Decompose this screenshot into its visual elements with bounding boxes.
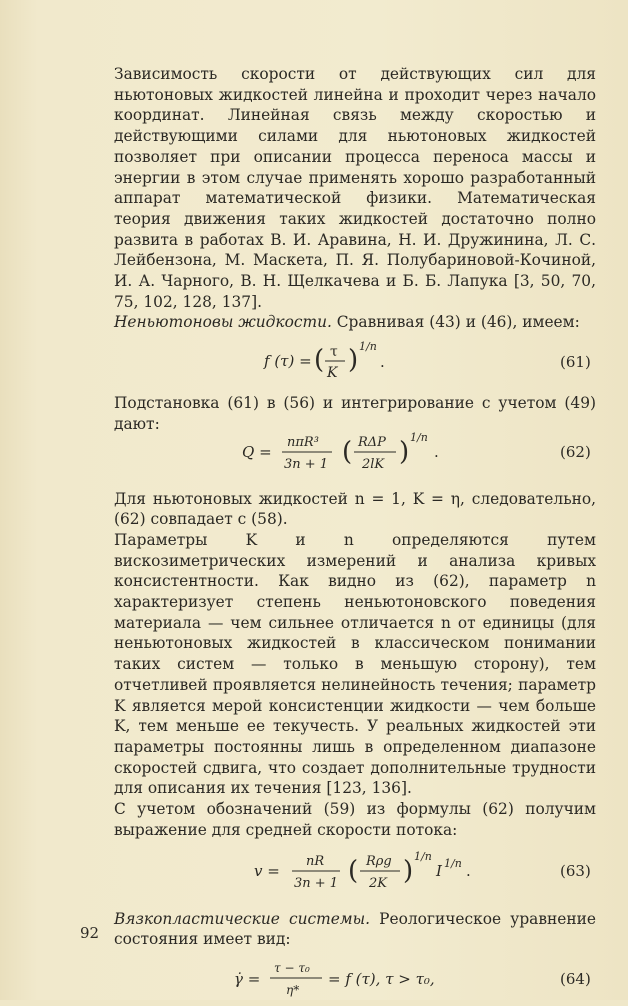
paragraph-5 <box>114 530 596 799</box>
formula-63-denominator-2: 2K <box>369 875 387 891</box>
formula-62-denominator-1: 3n + 1 <box>284 456 329 472</box>
formula-63-numerator-1: nR <box>306 853 325 869</box>
formula-61-paren-left: ( <box>314 345 325 376</box>
formula-62-paren-right: ) <box>399 436 410 467</box>
section-heading-non-newtonian: Неньютоновы жидкости. <box>114 313 332 332</box>
formula-61-tag: (61) <box>560 353 591 372</box>
page-text <box>114 64 596 1006</box>
formula-63-denominator-1: 3n + 1 <box>294 875 339 891</box>
section-heading-viscoplastic: Вязкопластические системы. <box>114 909 371 928</box>
formula-61-period: . <box>380 353 385 372</box>
formula-62 <box>114 429 596 473</box>
paragraph-5-text: Параметры K и n определяются путем вискозиметрических измерений и анализа кривых консистентности. Как видно из (62), параметр n характеризует степень неньютоновского поведения материала — чем сильнее отличается n от единицы (для неньютоновых жидкостей в классическом понимании таких систем — только в меньшую сторону), тем отчетливей проявляется нелинейность течения; параметр K является мерой консистенции жидкости — чем больше K, тем меньше ее текучесть. У реальных жидкостей эти параметры постоянны лишь в определенном диапазоне скоростей сдвига, что создает дополнительные трудности для описания их течения [123, 136]. <box>114 530 596 798</box>
formula-62-denominator-2: 2lK <box>362 456 385 472</box>
formula-61-paren-right: ) <box>348 345 359 376</box>
formula-62-period: . <box>434 442 439 461</box>
paragraph-4 <box>114 489 596 530</box>
formula-61-denominator: K <box>327 365 338 382</box>
formula-61 <box>114 337 596 383</box>
formula-64-numerator: τ − τ₀ <box>274 960 310 975</box>
paragraph-6 <box>114 799 596 840</box>
formula-63-lhs: v = <box>254 861 280 880</box>
formula-63-exponent: 1/n <box>414 849 432 863</box>
formula-62-numerator-1: nπR³ <box>287 434 319 450</box>
formula-61-svg <box>114 337 596 383</box>
paragraph-7 <box>114 909 596 950</box>
formula-64-lhs: γ̇ = <box>234 969 261 988</box>
formula-61-numerator: τ <box>330 344 338 361</box>
formula-61-exponent: 1/n <box>359 340 377 354</box>
formula-62-numerator-2: RΔP <box>358 434 386 450</box>
formula-64-denominator: η* <box>286 982 300 997</box>
formula-63-tail: I <box>436 861 442 880</box>
formula-63 <box>114 845 596 893</box>
formula-62-paren-left: ( <box>342 436 353 467</box>
paragraph-4-text: Для ньютоновых жидкостей n = 1, K = η, следовательно, (62) совпадает с (58). <box>114 489 596 529</box>
formula-64 <box>114 956 596 1002</box>
formula-63-tag: (63) <box>560 861 591 880</box>
formula-64-svg <box>114 956 596 1002</box>
formula-63-paren-right: ) <box>403 855 414 886</box>
formula-63-numerator-2: Rρg <box>366 853 392 869</box>
formula-62-exponent: 1/n <box>410 430 428 444</box>
paragraph-1 <box>114 64 596 312</box>
formula-63-tail-exponent: 1/n <box>444 856 462 870</box>
formula-63-svg <box>114 845 596 893</box>
formula-64-tag: (64) <box>560 969 591 988</box>
page-number: 92 <box>80 924 100 942</box>
formula-61-lhs: f (τ) = <box>264 352 312 371</box>
paragraph-1-text: Зависимость скорости от действующих сил для ньютоновых жидкостей линейна и проходит через начало координат. Линейная связь между скоростью и действующими силами для ньютоновых жидкостей позволяет при описании процесса переноса массы и энергии в этом случае применять хорошо разработанный аппарат математической физики. Математическая теория движения таких жидкостей достаточно полно развита в работах В. И. Аравина, Н. И. Дружинина, Л. С. Лейбензона, М. Маскета, П. Я. Полубариновой-Кочиной, И. А. Чарного, В. Н. Щелкачева и Б. Б. Лапука [3, 50, 70, 75, 102, 128, 137]. <box>114 65 596 311</box>
formula-63-paren-left: ( <box>348 855 359 886</box>
paragraph-2-text: Сравнивая (43) и (46), имеем: <box>331 313 580 332</box>
paragraph-7-text: Реологическое уравнение состояния имеет вид: <box>114 909 597 949</box>
formula-62-tag: (62) <box>560 442 591 461</box>
formula-64-rhs: = f (τ), τ > τ₀, <box>328 969 435 988</box>
paragraph-2 <box>114 312 596 333</box>
formula-62-lhs: Q = <box>242 442 272 461</box>
paragraph-3-text: Подстановка (61) в (56) и интегрирование с учетом (49) дают: <box>114 394 596 433</box>
formula-63-period: . <box>466 861 471 880</box>
formula-62-svg <box>114 429 596 473</box>
paragraph-6-text: С учетом обозначений (59) из формулы (62) получим выражение для средней скорости потока: <box>114 800 596 839</box>
